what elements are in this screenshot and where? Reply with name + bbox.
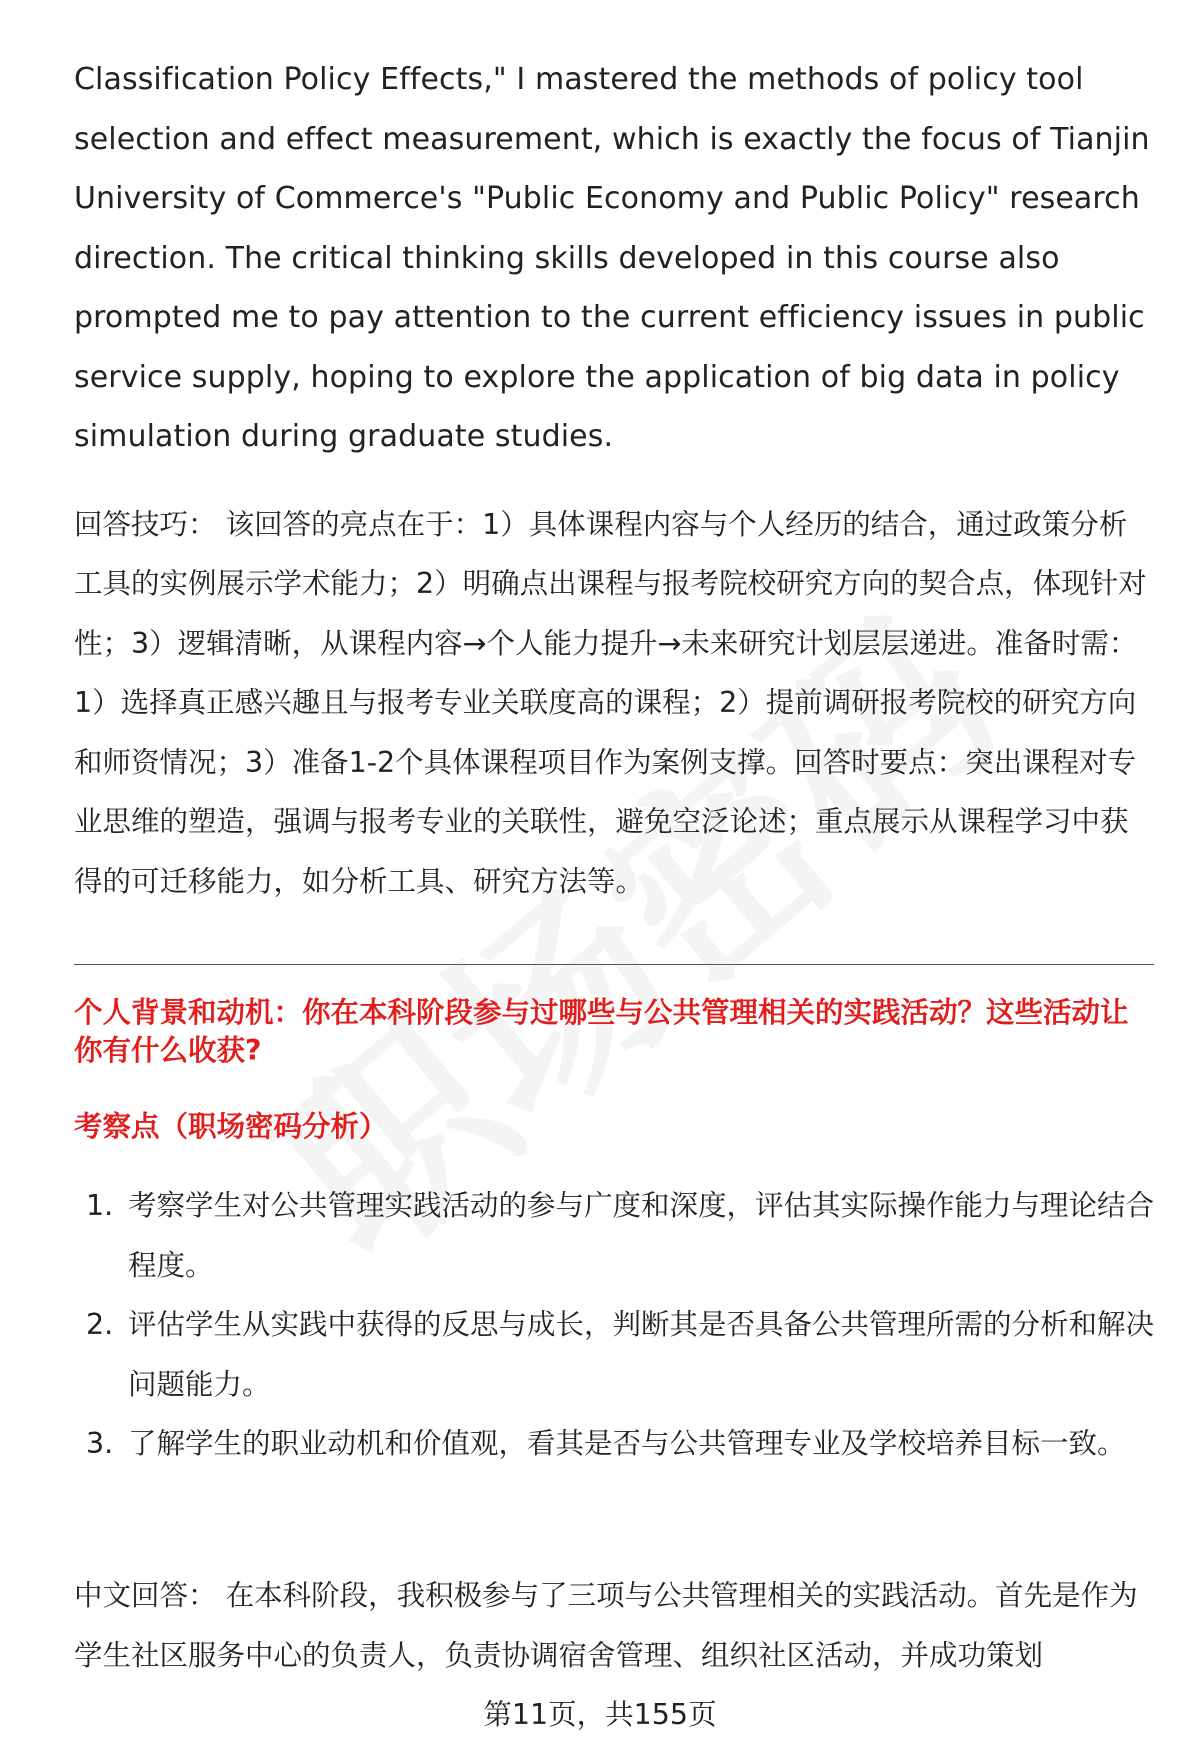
assessment-list <box>74 1176 1154 1474</box>
answer-text: 在本科阶段，我积极参与了三项与公共管理相关的实践活动。首先是作为学生社区服务中心的负责人，负责协调宿舍管理、组织社区活动，并成功策划 <box>74 1579 1138 1672</box>
question-heading: 个人背景和动机：你在本科阶段参与过哪些与公共管理相关的实践活动？这些活动让你有什么收获? <box>74 996 1129 1067</box>
list-number: 2. <box>86 1308 114 1341</box>
list-item-text: 了解学生的职业动机和价值观，看其是否与公共管理专业及学校培养目标一致。 <box>128 1427 1126 1460</box>
answer-tips <box>74 495 1154 912</box>
tips-label: 回答技巧： <box>74 507 217 541</box>
list-item <box>74 1414 1154 1474</box>
list-item <box>74 1176 1154 1295</box>
assessment-heading: 考察点（职场密码分析） <box>74 1110 388 1143</box>
list-number: 1. <box>86 1189 114 1222</box>
chinese-answer <box>74 1566 1154 1685</box>
list-item-text: 评估学生从实践中获得的反思与成长，判断其是否具备公共管理所需的分析和解决问题能力。 <box>128 1308 1155 1401</box>
page-number: 第11页，共155页 <box>483 1698 717 1731</box>
document-body <box>74 50 1154 911</box>
list-number: 3. <box>86 1427 114 1460</box>
intro-paragraph: Classification Policy Effects," I mastered the methods of policy tool selection and effect measurement, which is exactly the focus of Tianjin University of Commerce's "Public Economy and Public Policy" research direction. The critical thinking skills developed in this course also prompted me to pay attention to the current efficiency issues in public service supply, hoping to explore the application of big data in policy simulation during graduate studies. <box>74 62 1150 454</box>
list-item <box>74 1295 1154 1414</box>
answer-label: 中文回答： <box>74 1579 217 1612</box>
section-divider <box>74 964 1154 965</box>
list-item-text: 考察学生对公共管理实践活动的参与广度和深度，评估其实际操作能力与理论结合程度。 <box>128 1189 1155 1282</box>
tips-text: 该回答的亮点在于：1）具体课程内容与个人经历的结合，通过政策分析工具的实例展示学术能力；2）明确点出课程与报考院校研究方向的契合点，体现针对性；3）逻辑清晰，从课程内容→个人能力提升→未来研究计划层层递进。准备时需：1）选择真正感兴趣且与报考专业关联度高的课程；2）提前调研报考院校的研究方向和师资情况；3）准备1-2个具体课程项目作为案例支撑。回答时要点：突出课程对专业思维的塑造，强调与报考专业的关联性，避免空泛论述；重点展示从课程学习中获得的可迁移能力，如分析工具、研究方法等。 <box>74 507 1147 898</box>
